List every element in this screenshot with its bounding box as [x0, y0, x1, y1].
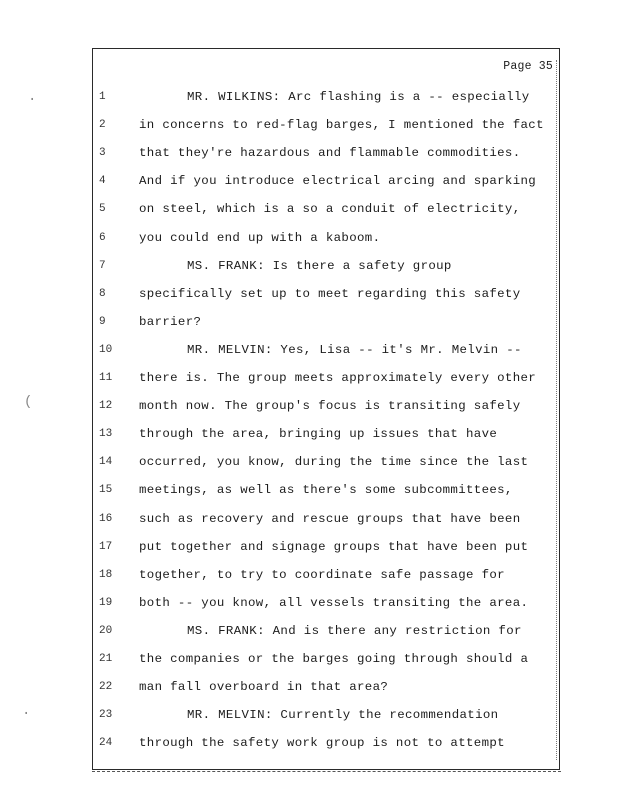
line-text: MS. FRANK: And is there any restriction for [187, 623, 522, 638]
line-text: there is. The group meets approximately every other [139, 371, 537, 385]
page-number: Page 35 [503, 60, 553, 73]
hole-punch-mark: ( [24, 394, 33, 410]
line-text: MR. MELVIN: Currently the recommendation [187, 708, 499, 723]
line-number: 22 [99, 681, 113, 694]
line-text: put together and signage groups that have been put [139, 539, 529, 554]
line-text: through the area, bringing up issues that have [139, 427, 498, 442]
line-text: MR. WILKINS: Arc flashing is a -- especially [187, 90, 530, 104]
line-text: together, to try to coordinate safe passage for [139, 567, 505, 582]
line-text: both -- you know, all vessels transiting the area. [139, 595, 529, 610]
line-number: 1 [99, 91, 106, 103]
line-number: 3 [99, 147, 106, 160]
scan-speck: · [28, 92, 37, 108]
line-number: 10 [99, 343, 113, 356]
line-text: month now. The group's focus is transiting safely [139, 399, 521, 414]
line-text: occurred, you know, during the time since the last [139, 455, 529, 470]
line-text: you could end up with a kaboom. [139, 230, 381, 245]
line-text: in concerns to red-flag barges, I mentioned the fact [139, 118, 544, 133]
line-number: 2 [99, 119, 106, 132]
line-number: 15 [99, 484, 113, 497]
line-number: 20 [99, 624, 113, 637]
line-text: MS. FRANK: Is there a safety group [187, 258, 452, 273]
margin-rule [556, 60, 558, 760]
line-number: 23 [99, 709, 113, 722]
line-text: And if you introduce electrical arcing and sparking [139, 174, 537, 189]
line-number: 6 [99, 231, 106, 244]
line-number: 24 [99, 737, 113, 750]
line-number: 9 [99, 315, 106, 328]
line-number: 7 [99, 259, 106, 272]
line-number: 21 [99, 653, 113, 665]
line-number: 12 [99, 400, 113, 413]
line-number: 13 [99, 428, 113, 441]
line-number: 16 [99, 512, 113, 525]
line-number: 5 [99, 203, 106, 216]
line-number: 4 [99, 175, 106, 188]
line-number: 18 [99, 568, 113, 581]
line-text: man fall overboard in that area? [139, 680, 389, 695]
line-number: 11 [99, 372, 113, 384]
line-text: the companies or the barges going through should a [139, 652, 529, 666]
line-number: 17 [99, 540, 113, 553]
line-text: specifically set up to meet regarding this safety [139, 286, 521, 301]
line-text: on steel, which is a so a conduit of electricity, [139, 202, 521, 217]
transcript-page [92, 48, 560, 770]
line-text: meetings, as well as there's some subcommittees, [139, 483, 513, 498]
line-text: through the safety work group is not to attempt [139, 736, 505, 751]
line-text: barrier? [139, 314, 202, 329]
line-number: 19 [99, 596, 113, 609]
line-text: MR. MELVIN: Yes, Lisa -- it's Mr. Melvin -- [187, 342, 522, 357]
line-number: 14 [99, 456, 113, 469]
scan-speck: · [22, 706, 31, 722]
line-number: 8 [99, 287, 106, 300]
line-text: that they're hazardous and flammable commodities. [139, 146, 521, 161]
line-text: such as recovery and rescue groups that have been [139, 511, 521, 526]
